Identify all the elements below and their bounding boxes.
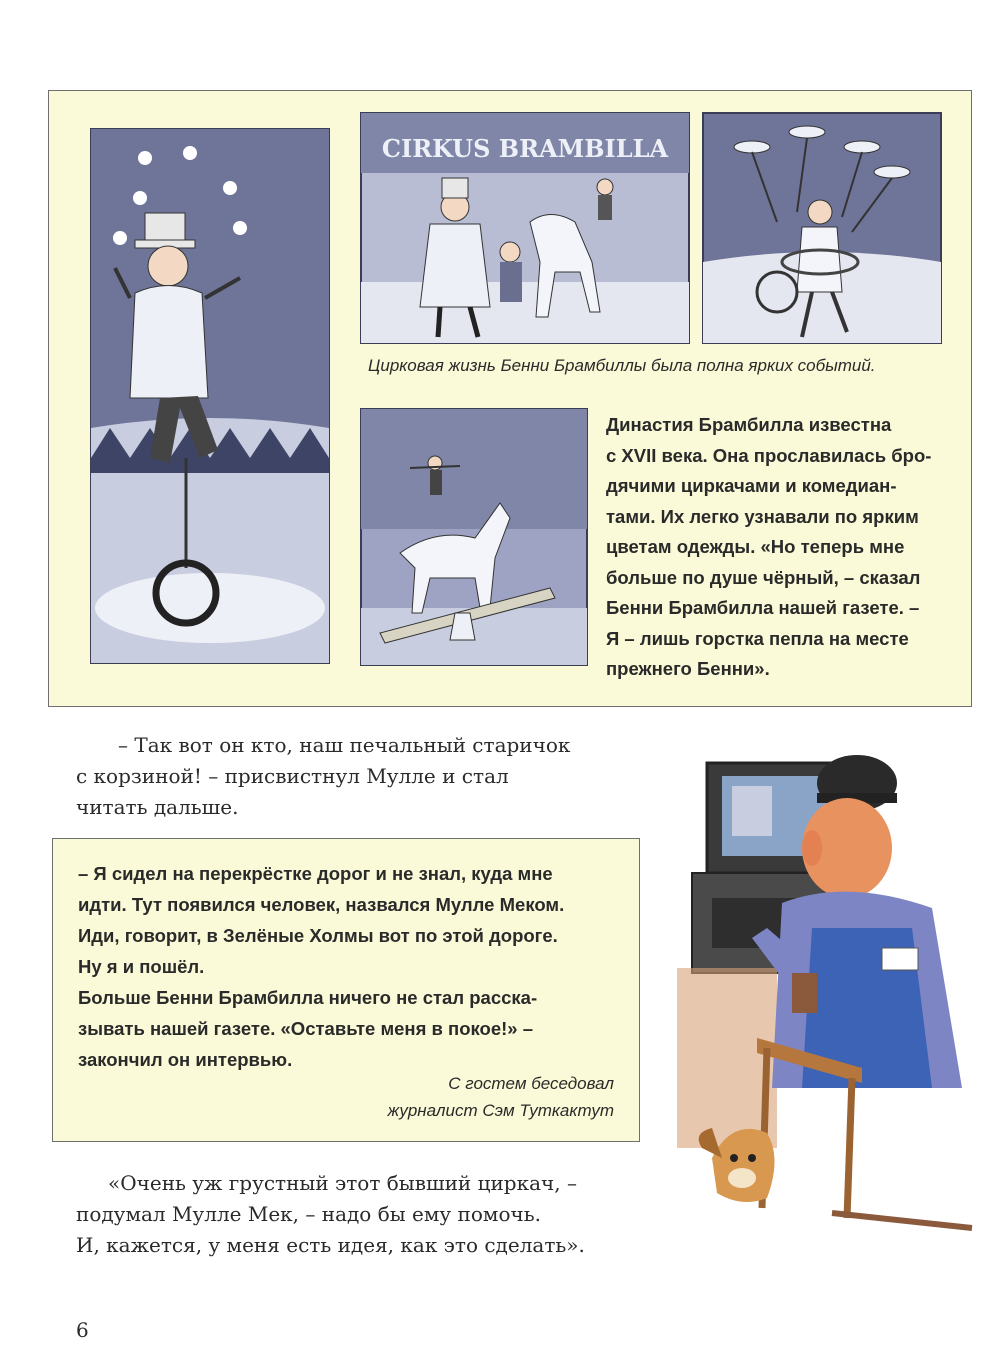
plate-spinner-illustration <box>702 112 942 344</box>
article-line: Династия Брамбилла известна <box>606 414 892 435</box>
interview-text <box>78 858 618 1075</box>
poster-sign: CIRKUS BRAMBILLA <box>381 134 669 163</box>
narrative-line: подумал Мулле Мек, – надо бы ему помочь. <box>76 1202 541 1226</box>
interview-line: Ну я и пошёл. <box>78 956 205 977</box>
narrative-paragraph-2 <box>76 1168 585 1261</box>
narrative-line: читать дальше. <box>76 795 239 819</box>
narrative-line: с корзиной! – присвистнул Мулле и стал <box>76 764 509 788</box>
narrative-line: И, кажется, у меня есть идея, как это сделать». <box>76 1233 585 1257</box>
man-typewriter-illustration <box>672 738 990 1268</box>
article-line: Я – лишь горстка пепла на месте <box>606 627 909 649</box>
narrative-paragraph-1 <box>76 730 570 823</box>
dynasty-article <box>606 410 956 685</box>
circus-poster-illustration <box>360 112 690 344</box>
interview-line: зывать нашей газете. «Оставьте меня в покое!» – <box>78 1018 533 1039</box>
narrative-line: – Так вот он кто, наш печальный старичок <box>118 733 571 757</box>
article-line: Бенни Брамбилла нашей газете. – <box>606 597 920 618</box>
journalist-signature <box>387 1070 614 1124</box>
article-line: дячими циркачами и комедиан- <box>606 475 897 496</box>
article-line: с XVII века. Она прославилась бро- <box>606 444 932 466</box>
interview-line: закончил он интервью. <box>78 1049 293 1070</box>
interview-line: Иди, говорит, в Зелёные Холмы вот по этой дороге. <box>78 925 558 946</box>
article-line: больше по душе чёрный, – сказал <box>606 566 921 588</box>
illustration-caption: Цирковая жизнь Бенни Брамбиллы была полна ярких событий. <box>368 356 876 375</box>
narrative-line: «Очень уж грустный этот бывший циркач, – <box>108 1171 577 1195</box>
juggler-unicycle-illustration <box>90 128 330 664</box>
horse-acrobat-illustration <box>360 408 588 666</box>
interview-line: идти. Тут появился человек, назвался Мулле Меком. <box>78 894 565 915</box>
article-line: цветам одежды. «Но теперь мне <box>606 536 905 557</box>
article-line: тами. Их легко узнавали по ярким <box>606 505 919 527</box>
interview-line: – Я сидел на перекрёстке дорог и не знал, куда мне <box>78 863 553 884</box>
signature-line: журналист Сэм Туткактут <box>387 1101 614 1120</box>
page-number: 6 <box>76 1318 89 1342</box>
signature-line: С гостем беседовал <box>448 1074 614 1093</box>
interview-line: Больше Бенни Брамбилла ничего не стал расска- <box>78 987 538 1008</box>
article-line: прежнего Бенни». <box>606 658 770 679</box>
